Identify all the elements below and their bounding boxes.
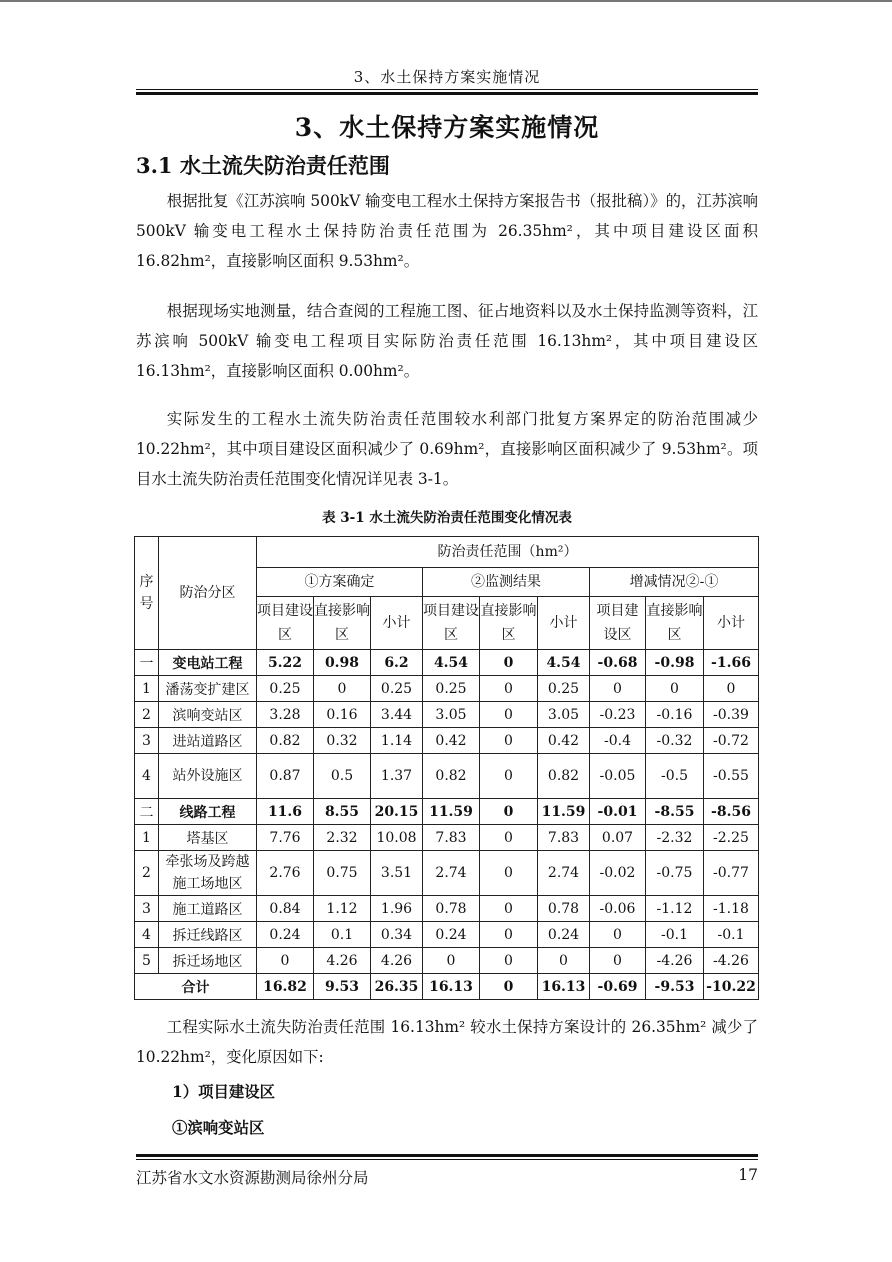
cell-value: 0 [480, 922, 538, 948]
cell-value: 0 [480, 702, 538, 728]
cell-value: 0 [480, 896, 538, 922]
cell-value: 0 [590, 922, 646, 948]
subheading-binxiang-station: ①滨响变站区 [172, 1119, 265, 1137]
header-group-monitor: ②监测结果 [423, 568, 590, 597]
cell-value: -2.32 [646, 825, 704, 851]
cell-value: 0 [480, 948, 538, 974]
cell-value: -0.68 [590, 650, 646, 676]
cell-value: 8.55 [314, 799, 371, 825]
cell-value: 0.82 [257, 728, 314, 754]
cell-value: 0 [480, 851, 538, 896]
header-range: 防治责任范围（hm²） [257, 537, 759, 568]
table-row [135, 799, 759, 825]
cell-value: 0.82 [538, 754, 590, 799]
cell-value: -0.4 [590, 728, 646, 754]
header-direct-area: 直接影响区 [480, 597, 538, 650]
cell-value: 1.12 [314, 896, 371, 922]
cell-value: 6.2 [371, 650, 423, 676]
cell-value: 0.24 [423, 922, 480, 948]
cell-value: 4.54 [538, 650, 590, 676]
cell-value: 0 [480, 728, 538, 754]
cell-value: 0 [257, 948, 314, 974]
running-header: 3、水土保持方案实施情况 [353, 68, 541, 86]
paragraph-scope-change [136, 404, 758, 494]
cell-value: 2.76 [257, 851, 314, 896]
cell-value: 0 [590, 948, 646, 974]
header-rule-thin [136, 89, 758, 90]
cell-value: -1.12 [646, 896, 704, 922]
subheading-project-area: 1）项目建设区 [172, 1083, 276, 1101]
table-row [135, 896, 759, 922]
cell-value: 0.78 [423, 896, 480, 922]
cell-value: -0.75 [646, 851, 704, 896]
cell-total-value: 16.13 [538, 974, 590, 1000]
paragraph-text: 实际发生的工程水土流失防治责任范围较水利部门批复方案界定的防治范围减少 10.22hm²，其中项目建设区面积减少了 0.69hm²，直接影响区面积减少了 9.53hm²。项目水土流失防治责任范围变化情况详见表 3-1。 [136, 410, 758, 488]
cell-seq: 3 [135, 896, 159, 922]
cell-seq: 4 [135, 922, 159, 948]
table-row [135, 851, 759, 896]
cell-seq: 3 [135, 728, 159, 754]
footer-rule-thin [136, 1159, 758, 1160]
cell-value: 5.22 [257, 650, 314, 676]
cell-total-value: 9.53 [314, 974, 371, 1000]
table-row [135, 650, 759, 676]
cell-total-value: -9.53 [646, 974, 704, 1000]
cell-zone-name: 潘荡变扩建区 [159, 676, 257, 702]
cell-value: 0.82 [423, 754, 480, 799]
header-build-area: 项目建设区 [257, 597, 314, 650]
cell-value: -0.16 [646, 702, 704, 728]
header-seq [135, 537, 159, 650]
cell-value: -0.32 [646, 728, 704, 754]
cell-seq: 1 [135, 676, 159, 702]
paragraph-approved-scope [136, 186, 758, 276]
cell-total-value: -0.69 [590, 974, 646, 1000]
cell-value: 1.14 [371, 728, 423, 754]
cell-value: 0.34 [371, 922, 423, 948]
responsibility-range-table [134, 536, 759, 1000]
cell-value: -1.66 [704, 650, 759, 676]
table-row [135, 948, 759, 974]
footer-organization: 江苏省水文水资源勘测局徐州分局 [136, 1169, 369, 1187]
cell-value: 10.08 [371, 825, 423, 851]
cell-value: -0.5 [646, 754, 704, 799]
header-zone: 防治分区 [159, 537, 257, 650]
page-number: 17 [738, 1166, 758, 1184]
header-group-plan: ①方案确定 [257, 568, 423, 597]
cell-value: 0 [480, 676, 538, 702]
cell-total-value: 16.13 [423, 974, 480, 1000]
cell-value: -8.56 [704, 799, 759, 825]
cell-value: 0 [314, 676, 371, 702]
cell-seq: 2 [135, 702, 159, 728]
table-row [135, 754, 759, 799]
cell-zone-name: 线路工程 [159, 799, 257, 825]
cell-value: 0 [423, 948, 480, 974]
cell-value: -4.26 [646, 948, 704, 974]
header-direct-area: 直接影响区 [646, 597, 704, 650]
cell-value: 0.87 [257, 754, 314, 799]
cell-value: 0.1 [314, 922, 371, 948]
cell-value: -0.01 [590, 799, 646, 825]
paragraph-change-reason [136, 1012, 758, 1072]
cell-zone-name: 变电站工程 [159, 650, 257, 676]
cell-value: 4.26 [314, 948, 371, 974]
cell-value: 3.05 [538, 702, 590, 728]
cell-zone-name: 牵张场及跨越施工场地区 [159, 851, 257, 896]
cell-seq: 二 [135, 799, 159, 825]
cell-value: 0 [590, 676, 646, 702]
cell-value: 0.42 [538, 728, 590, 754]
cell-value: 11.59 [538, 799, 590, 825]
paragraph-text: 工程实际水土流失防治责任范围 16.13hm² 较水土保持方案设计的 26.35hm² 减少了 10.22hm²，变化原因如下: [136, 1018, 758, 1066]
cell-value: 0.25 [371, 676, 423, 702]
paragraph-actual-scope [136, 296, 758, 386]
cell-value: -0.1 [704, 922, 759, 948]
cell-value: 0 [480, 825, 538, 851]
header-seq-text: 序号 [139, 573, 154, 612]
cell-value: 3.05 [423, 702, 480, 728]
cell-value: 0 [704, 676, 759, 702]
chapter-title: 3、水土保持方案实施情况 [294, 113, 600, 142]
cell-value: -0.55 [704, 754, 759, 799]
cell-value: 1.96 [371, 896, 423, 922]
cell-value: 4.26 [371, 948, 423, 974]
page-top-border [0, 0, 892, 2]
cell-value: -0.06 [590, 896, 646, 922]
cell-value: 0.84 [257, 896, 314, 922]
cell-value: -0.23 [590, 702, 646, 728]
table-row [135, 676, 759, 702]
header-subtotal: 小计 [538, 597, 590, 650]
cell-value: 0.32 [314, 728, 371, 754]
cell-value: -0.05 [590, 754, 646, 799]
cell-total-value: 26.35 [371, 974, 423, 1000]
cell-value: 0.25 [257, 676, 314, 702]
cell-value: 0 [646, 676, 704, 702]
cell-seq: 1 [135, 825, 159, 851]
header-subtotal: 小计 [704, 597, 759, 650]
cell-zone-name: 拆迁线路区 [159, 922, 257, 948]
cell-value: 7.83 [423, 825, 480, 851]
cell-value: 2.74 [423, 851, 480, 896]
cell-zone-name: 进站道路区 [159, 728, 257, 754]
cell-value: -8.55 [646, 799, 704, 825]
cell-value: 0.78 [538, 896, 590, 922]
cell-value: -0.77 [704, 851, 759, 896]
cell-value: -0.02 [590, 851, 646, 896]
cell-value: -0.1 [646, 922, 704, 948]
cell-value: 3.28 [257, 702, 314, 728]
cell-value: 11.6 [257, 799, 314, 825]
table-row [135, 922, 759, 948]
paragraph-text: 根据现场实地测量，结合查阅的工程施工图、征占地资料以及水土保持监测等资料，江苏滨响 500kV 输变电工程项目实际防治责任范围 16.13hm²，其中项目建设区 16.13hm²，直接影响区面积 0.00hm²。 [136, 302, 758, 380]
table-total-row [135, 974, 759, 1000]
table-row [135, 825, 759, 851]
cell-seq: 4 [135, 754, 159, 799]
cell-value: 0 [480, 650, 538, 676]
table-row [135, 702, 759, 728]
cell-total-value: 16.82 [257, 974, 314, 1000]
cell-value: 0.25 [423, 676, 480, 702]
cell-value: -0.98 [646, 650, 704, 676]
cell-value: 0.25 [538, 676, 590, 702]
cell-zone-name: 站外设施区 [159, 754, 257, 799]
cell-seq: 5 [135, 948, 159, 974]
header-group-change: 增减情况②-① [590, 568, 759, 597]
table-caption: 表 3-1 水土流失防治责任范围变化情况表 [322, 510, 572, 526]
header-rule-thick [136, 92, 758, 95]
cell-value: 0.24 [257, 922, 314, 948]
cell-value: 3.51 [371, 851, 423, 896]
cell-zone-name: 塔基区 [159, 825, 257, 851]
cell-value: 0 [480, 754, 538, 799]
footer-rule-thick [136, 1154, 758, 1157]
cell-value: 20.15 [371, 799, 423, 825]
cell-value: 0.16 [314, 702, 371, 728]
cell-value: 0.07 [590, 825, 646, 851]
cell-zone-name: 拆迁场地区 [159, 948, 257, 974]
cell-value: 0.24 [538, 922, 590, 948]
cell-seq: 2 [135, 851, 159, 896]
section-title: 3.1 水土流失防治责任范围 [136, 153, 390, 178]
cell-value: 2.74 [538, 851, 590, 896]
cell-value: -2.25 [704, 825, 759, 851]
cell-total-value: -10.22 [704, 974, 759, 1000]
cell-value: -0.72 [704, 728, 759, 754]
paragraph-text: 根据批复《江苏滨响 500kV 输变电工程水土保持方案报告书（报批稿）》的，江苏滨响 500kV 输变电工程水土保持防治责任范围为 26.35hm²，其中项目建设区面积 16.82hm²，直接影响区面积 9.53hm²。 [136, 192, 758, 270]
header-direct-area: 直接影响区 [314, 597, 371, 650]
cell-value: 0.42 [423, 728, 480, 754]
header-build-area: 项目建设区 [423, 597, 480, 650]
cell-value: 2.32 [314, 825, 371, 851]
cell-value: 0.98 [314, 650, 371, 676]
cell-value: -4.26 [704, 948, 759, 974]
cell-value: 0 [538, 948, 590, 974]
cell-zone-name: 滨响变站区 [159, 702, 257, 728]
cell-value: 0.5 [314, 754, 371, 799]
cell-zone-name: 施工道路区 [159, 896, 257, 922]
cell-value: 0.75 [314, 851, 371, 896]
cell-value: 11.59 [423, 799, 480, 825]
cell-value: 3.44 [371, 702, 423, 728]
table-row [135, 728, 759, 754]
cell-total-value: 0 [480, 974, 538, 1000]
cell-value: -0.39 [704, 702, 759, 728]
cell-value: 7.76 [257, 825, 314, 851]
cell-value: 7.83 [538, 825, 590, 851]
cell-total-label: 合计 [135, 974, 257, 1000]
cell-seq: 一 [135, 650, 159, 676]
header-build-area: 项目建设区 [590, 597, 646, 650]
cell-value: -1.18 [704, 896, 759, 922]
cell-value: 1.37 [371, 754, 423, 799]
cell-value: 0 [480, 799, 538, 825]
cell-value: 4.54 [423, 650, 480, 676]
header-subtotal: 小计 [371, 597, 423, 650]
